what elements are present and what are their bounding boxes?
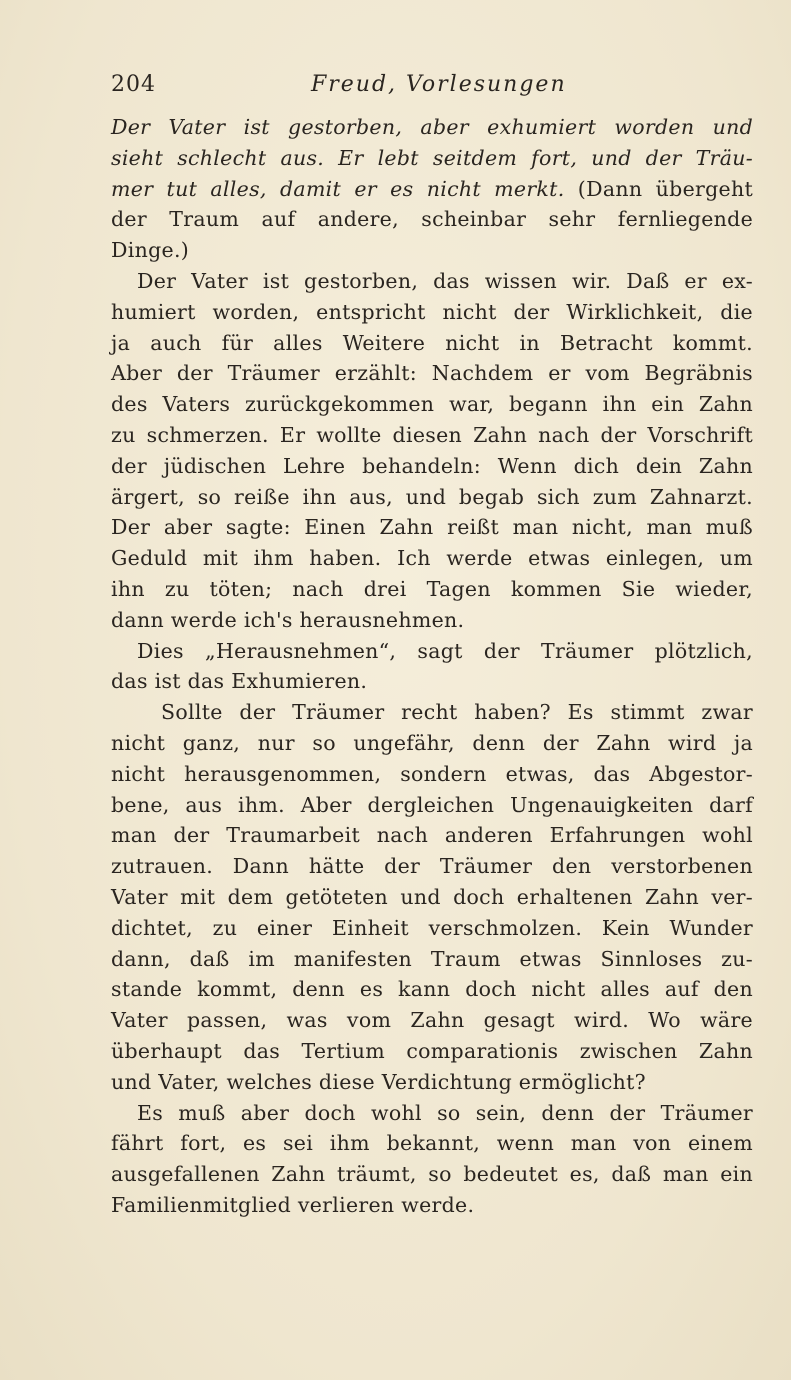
text-line: zutrauen. Dann hätte der Träumer den verstorbenen <box>111 854 753 879</box>
text-line: stande kommt, denn es kann doch nicht alles auf den <box>111 977 753 1002</box>
text-line: Vater passen, was vom Zahn gesagt wird. Wo wäre <box>111 1008 753 1033</box>
text-line: überhaupt das Tertium comparationis zwischen Zahn <box>111 1038 753 1063</box>
text-line: Der aber sagte: Einen Zahn reißt man nicht, man muß <box>111 515 753 540</box>
text-line: dann, daß im manifesten Traum etwas Sinnloses zu- <box>111 946 753 971</box>
text-line: Familienmitglied verlieren werde. <box>111 1192 475 1217</box>
text-line: fährt fort, es sei ihm bekannt, wenn man von einem <box>111 1131 753 1156</box>
text-line: Vater mit dem getöteten und doch erhaltenen Zahn ver- <box>111 884 753 909</box>
text-line: und Vater, welches diese Verdichtung ermöglicht? <box>111 1069 646 1094</box>
text-line: zu schmerzen. Er wollte diesen Zahn nach der Vorschrift <box>111 422 753 447</box>
text-line: bene, aus ihm. Aber dergleichen Ungenauigkeiten darf <box>111 792 753 817</box>
text-line: das ist das Exhumieren. <box>111 669 368 694</box>
text-line <box>111 174 753 205</box>
text-line: des Vaters zurückgekommen war, begann ihn ein Zahn <box>111 392 753 417</box>
page-number: 204 <box>111 72 156 97</box>
text-line: Der Vater ist gestorben, aber exhumiert worden und <box>111 115 753 139</box>
text-line: ausgefallenen Zahn träumt, so bedeutet es, daß man ein <box>111 1162 753 1187</box>
text-line: humiert worden, entspricht nicht der Wirklichkeit, die <box>111 299 753 324</box>
running-head: Freud, Vorlesungen <box>311 72 567 97</box>
text-line: Geduld mit ihm haben. Ich werde etwas einlegen, um <box>111 546 753 571</box>
page-header <box>111 72 751 102</box>
text-line: der jüdischen Lehre behandeln: Wenn dich dein Zahn <box>111 453 753 478</box>
text-line: Dies „Herausnehmen“, sagt der Träumer plötzlich, <box>137 638 753 663</box>
text-line: dichtet, zu einer Einheit verschmolzen. Kein Wunder <box>111 915 753 940</box>
text-line: ihn zu töten; nach drei Tagen kommen Sie wieder, <box>111 576 753 601</box>
text-line: Der Vater ist gestorben, das wissen wir. Daß er ex- <box>137 268 753 293</box>
text-line: Es muß aber doch wohl so sein, denn der Träumer <box>137 1100 753 1125</box>
body-text <box>111 112 753 1221</box>
text-line: ärgert, so reiße ihn aus, und begab sich zum Zahnarzt. <box>111 484 753 509</box>
text-line: Aber der Träumer erzählt: Nachdem er vom Begräbnis <box>111 361 753 386</box>
roman-text: (Dann übergeht <box>564 176 753 201</box>
text-line: nicht ganz, nur so ungefähr, denn der Zahn wird ja <box>111 730 753 755</box>
text-line: ja auch für alles Weitere nicht in Betracht kommt. <box>111 330 753 355</box>
text-line: Dinge.) <box>111 238 190 263</box>
text-line: sieht schlecht aus. Er lebt seitdem fort, und der Träu- <box>111 145 753 170</box>
text-line: Sollte der Träumer recht haben? Es stimmt zwar <box>161 700 753 725</box>
text-line: man der Traumarbeit nach anderen Erfahrungen wohl <box>111 823 753 848</box>
text-line: nicht herausgenommen, sondern etwas, das Abgestor- <box>111 761 753 786</box>
text-line: der Traum auf andere, scheinbar sehr fernliegende <box>111 207 753 232</box>
text-line: dann werde ich's herausnehmen. <box>111 607 465 632</box>
italic-text: mer tut alles, damit er es nicht merkt. <box>111 176 565 201</box>
